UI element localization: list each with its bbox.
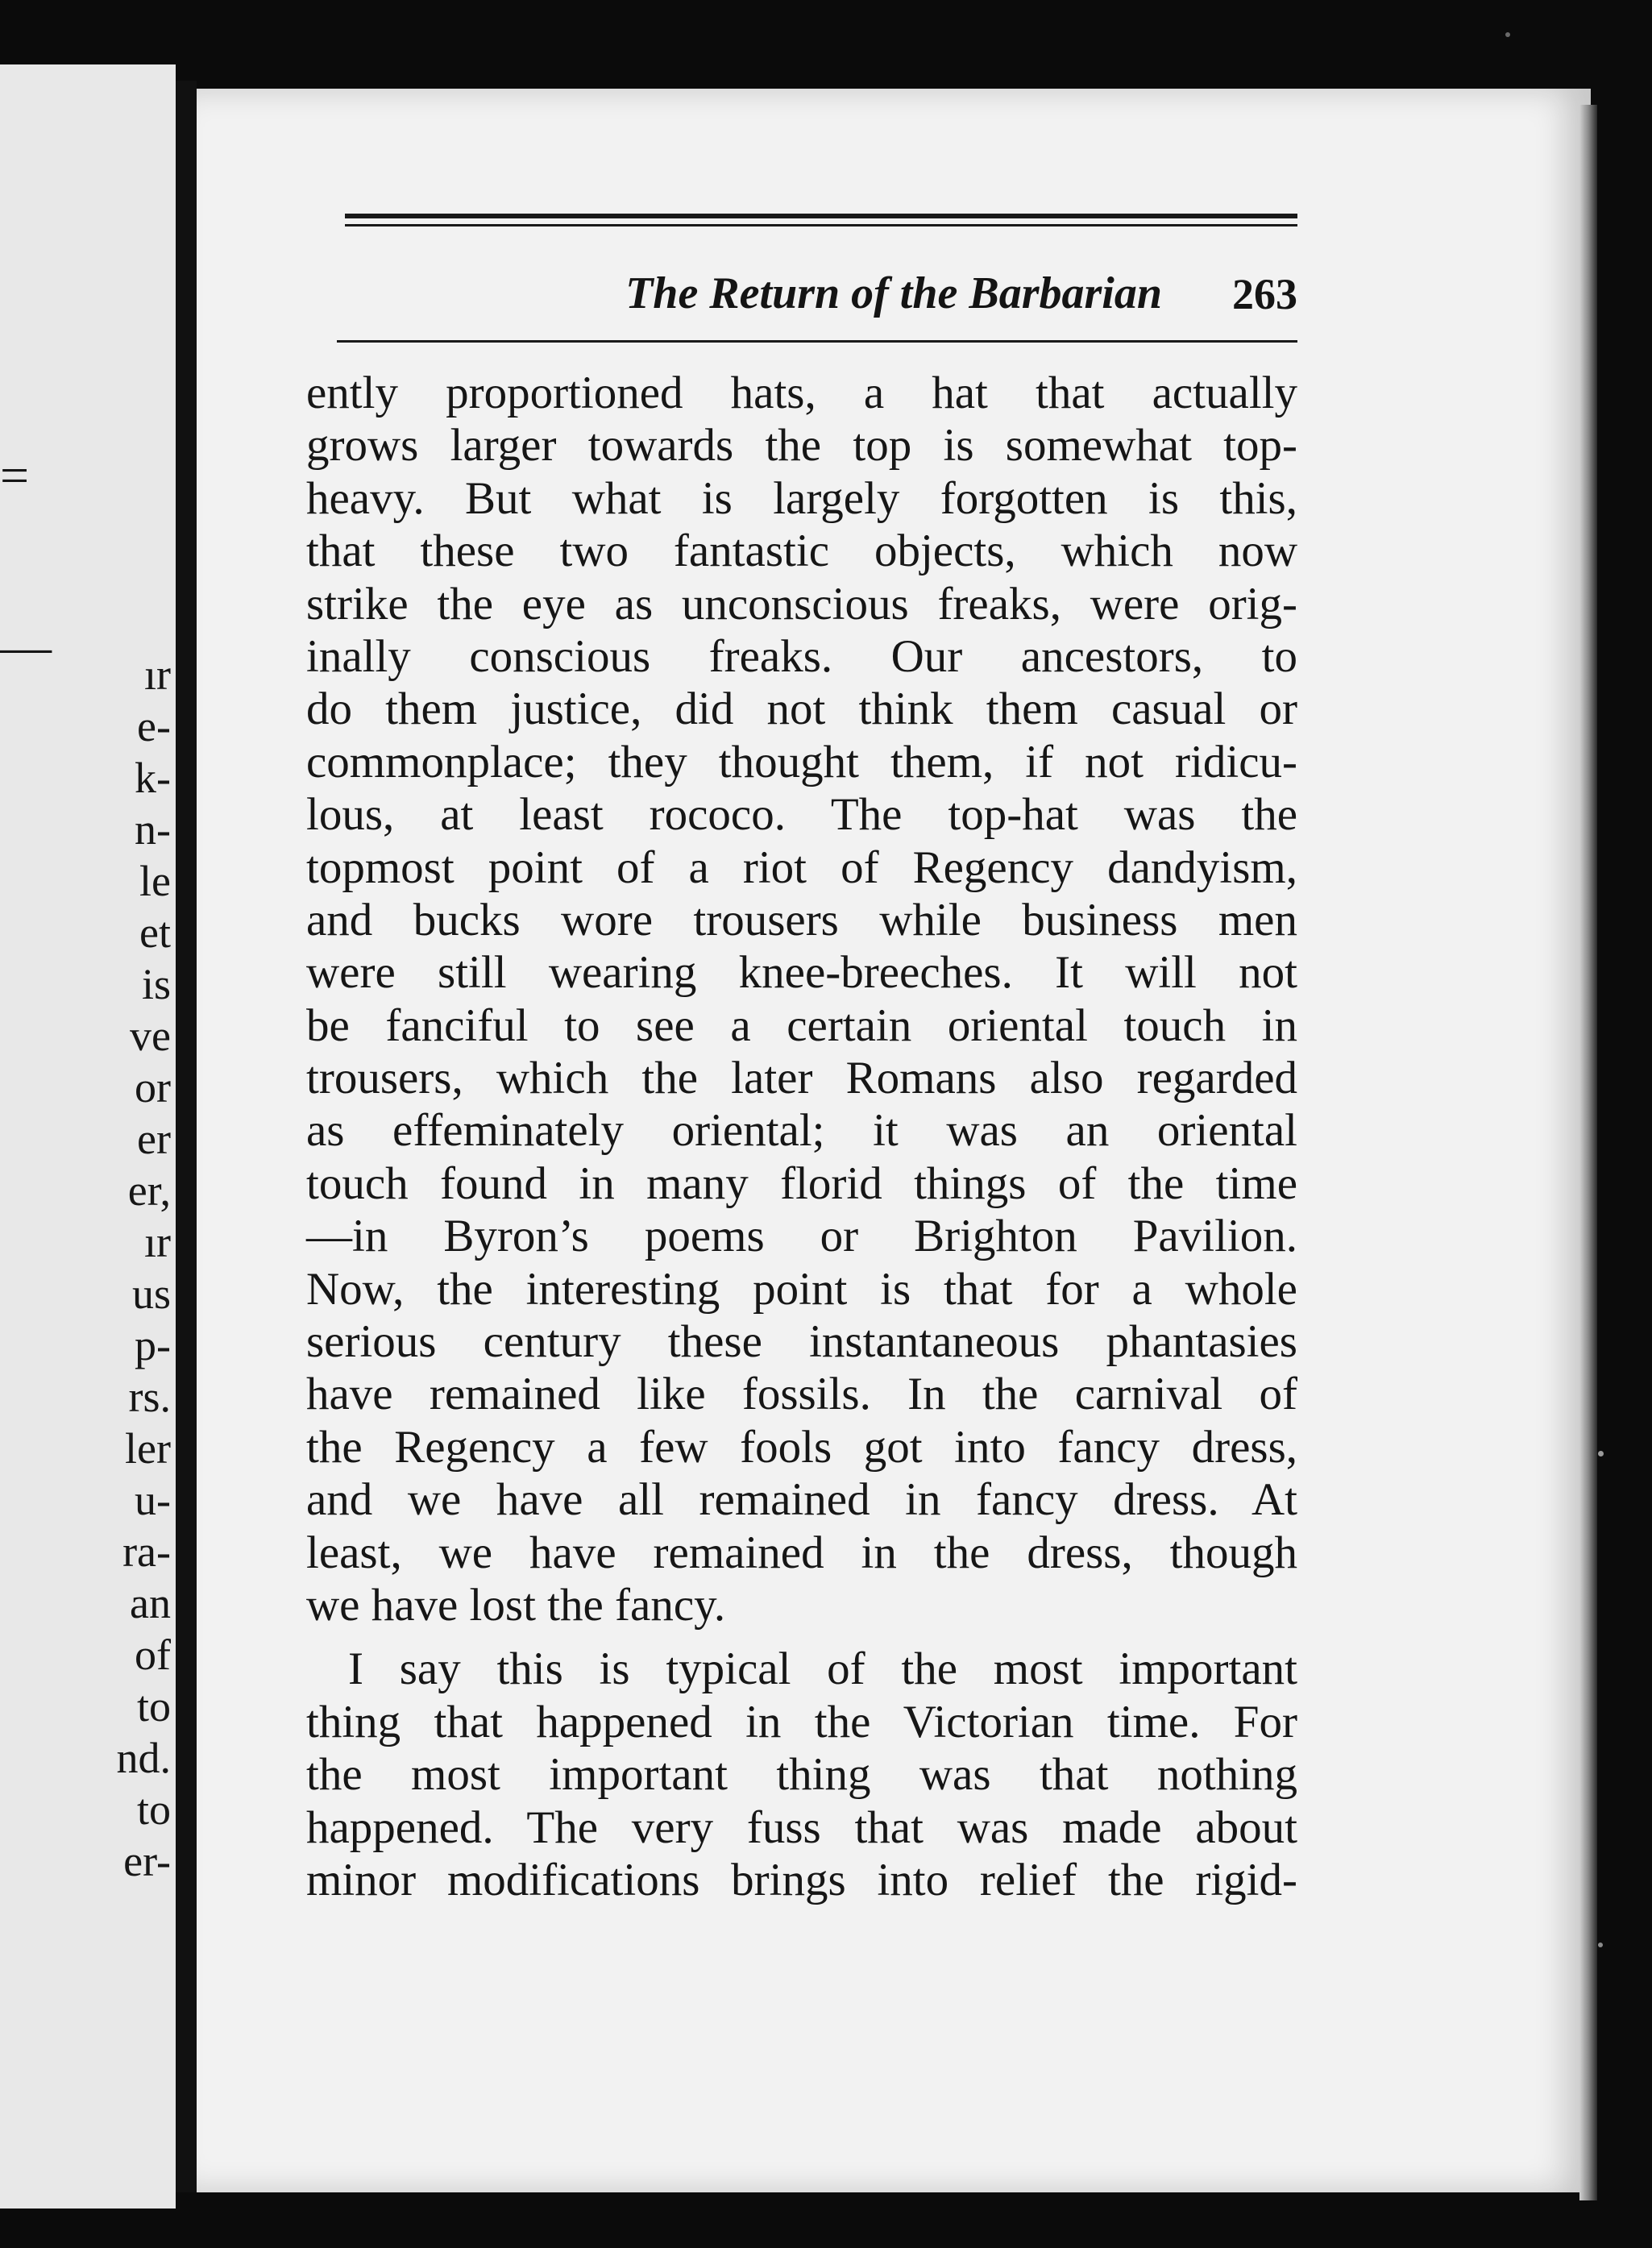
text-line: have remained like fossils. In the carnival of — [306, 1369, 1297, 1420]
left-page-fragment: ve — [130, 1012, 171, 1060]
left-page-fragment: k- — [135, 754, 171, 802]
text-line: commonplace; they thought them, if not ridicu- — [306, 736, 1297, 787]
text-line: inally conscious freaks. Our ancestors, to — [306, 630, 1297, 682]
left-page-fragment: ra- — [122, 1527, 171, 1576]
text-line: minor modifications brings into relief the rigid- — [306, 1854, 1297, 1905]
left-page-fragment: et — [139, 908, 171, 957]
text-line: happened. The very fuss that was made about — [306, 1801, 1297, 1853]
text-line: I say this is typical of the most important — [348, 1643, 1297, 1695]
left-page-fragment: of — [135, 1631, 171, 1679]
text-line: the most important thing was that nothing — [306, 1749, 1297, 1801]
text-line: thing that happened in the Victorian time. For — [306, 1696, 1297, 1747]
paragraph — [306, 1643, 1297, 1906]
running-head-title: The Return of the Barbarian — [625, 268, 1162, 318]
left-page-fragment: er, — [127, 1166, 171, 1215]
scan-speck — [1598, 1451, 1604, 1456]
text-line: ently proportioned hats, a hat that actually — [306, 368, 1297, 418]
text-line: do them justice, did not think them casual or — [306, 684, 1297, 735]
text-line: trousers, which the later Romans also regarded — [306, 1053, 1297, 1104]
text-line: and bucks wore trousers while business men — [306, 894, 1297, 945]
text-line: that these two fantastic objects, which now — [306, 526, 1297, 577]
scan-speck — [1505, 32, 1510, 37]
text-line: grows larger towards the top is somewhat top- — [306, 420, 1297, 472]
text-line: —in Byron’s poems or Brighton Pavilion. — [306, 1211, 1297, 1262]
left-page-fragment: le — [139, 857, 171, 905]
paragraph — [306, 367, 1297, 1631]
left-page-fragment: e- — [137, 702, 171, 750]
text-line: Now, the interesting point is that for a whole — [306, 1263, 1297, 1315]
left-page-fragment: rs. — [128, 1373, 171, 1421]
left-page-fragment: to — [136, 1682, 171, 1731]
book-gutter — [176, 81, 197, 2192]
page-edge-shadow — [1579, 105, 1597, 2200]
text-line: the Regency a few fools got into fancy dress, — [306, 1421, 1297, 1473]
text-line: we have lost the fancy. — [306, 1579, 726, 1631]
left-page-fragment: er — [137, 1115, 171, 1163]
text-line: be fanciful to see a certain oriental touch in — [306, 999, 1297, 1051]
left-page-fragment: us — [131, 1269, 171, 1318]
text-line: serious century these instantaneous phantasies — [306, 1316, 1297, 1368]
left-page-fragment: er- — [123, 1837, 171, 1885]
text-line: as effeminately oriental; it was an oriental — [306, 1105, 1297, 1157]
text-line: strike the eye as unconscious freaks, were orig- — [306, 578, 1297, 630]
left-page-fragment: an — [130, 1579, 171, 1627]
text-line: heavy. But what is largely forgotten is this, — [306, 472, 1297, 524]
left-facing-page — [0, 64, 176, 2209]
left-page-fragment: u- — [135, 1476, 171, 1524]
left-page-fragment: to — [136, 1785, 171, 1834]
text-line: topmost point of a riot of Regency dandyism, — [306, 841, 1297, 893]
left-page-fragment: or — [135, 1063, 171, 1112]
header-rule-thin — [345, 224, 1297, 226]
text-line: and we have all remained in fancy dress. At — [306, 1474, 1297, 1526]
left-page-fragment: is — [141, 960, 171, 1008]
page-number: 263 — [1232, 270, 1297, 318]
text-line: lous, at least rococo. The top-hat was the — [306, 789, 1297, 841]
left-page-fragment: nd. — [116, 1734, 171, 1782]
left-page-fragment: p- — [135, 1321, 171, 1369]
left-page-fragment: ır — [144, 650, 171, 699]
left-page-fragment: ır — [144, 1218, 171, 1266]
header-underline-rule — [337, 340, 1297, 343]
left-page-fragment: — — [0, 617, 52, 675]
header-rule-thick — [345, 214, 1297, 218]
left-page-fragment: = — [0, 447, 30, 504]
text-line: touch found in many florid things of the time — [306, 1157, 1297, 1209]
left-page-fragment: n- — [135, 805, 171, 854]
scan-speck — [1598, 1943, 1603, 1947]
paragraph-gap — [306, 1631, 1297, 1643]
body-text — [306, 367, 1297, 1906]
text-line: were still wearing knee-breeches. It will not — [306, 947, 1297, 999]
left-page-fragment: ler — [125, 1424, 171, 1473]
text-line: least, we have remained in the dress, though — [306, 1527, 1297, 1578]
running-head — [345, 258, 1297, 330]
